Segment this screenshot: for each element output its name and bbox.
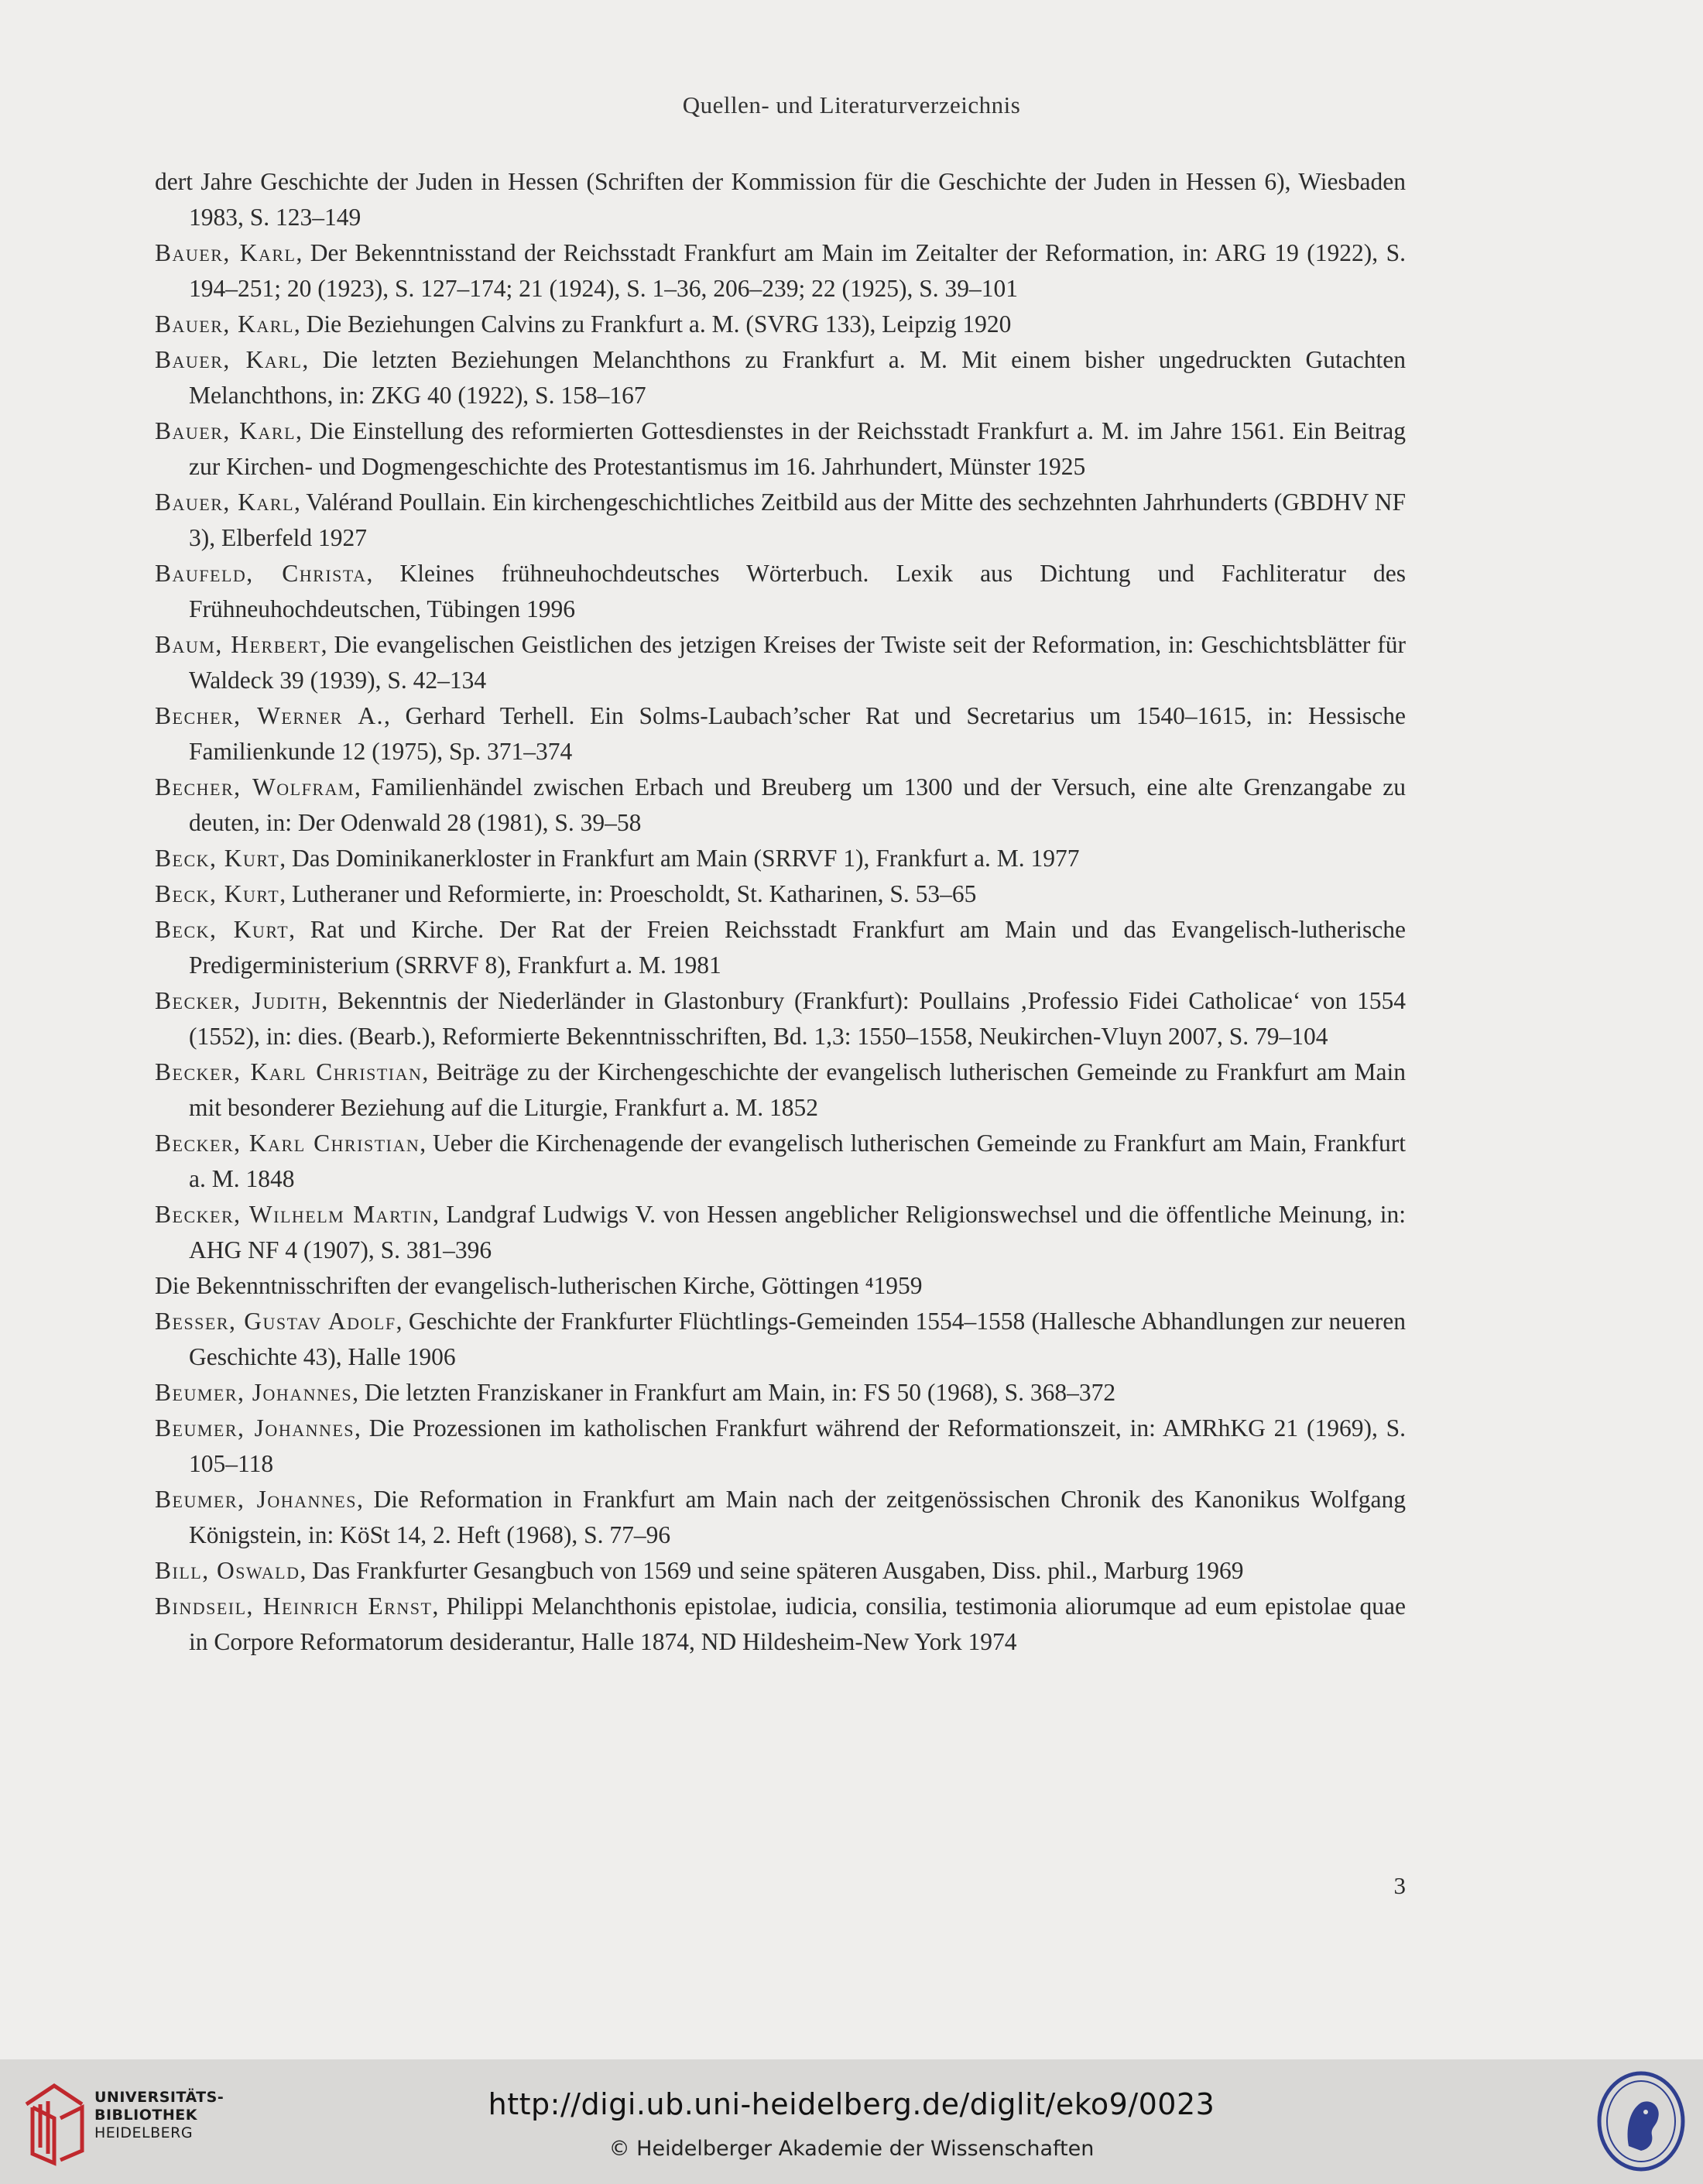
entry-text: , Kleines frühneuhochdeutsches Wörterbuch. Lexik aus Dichtung und Fachliteratur des Frühneuhochdeutschen, Tübingen 1996 — [189, 560, 1407, 622]
bibliography-entry — [155, 307, 1406, 342]
entry-text: , Landgraf Ludwigs V. von Hessen angeblicher Religionswechsel und die öffentliche Meinung, in: AHG NF 4 (1907), S. 381–396 — [189, 1201, 1406, 1263]
entry-text: , Ueber die Kirchenagende der evangelisch lutherischen Gemeinde zu Frankfurt am Main, Frankfurt a. M. 1848 — [189, 1130, 1406, 1192]
bibliography-entry — [155, 698, 1406, 770]
entry-text: , Der Bekenntnisstand der Reichsstadt Frankfurt am Main im Zeitalter der Reformation, in: ARG 19 (1922), S. 194–251; 20 (1923), S. 127–174; 21 (1924), S. 1–36, 206–239; 22 (1925), S. 39–101 — [189, 239, 1406, 302]
entry-author: Baufeld, Christa — [155, 560, 367, 587]
bibliography-entry — [155, 485, 1406, 556]
bibliography-entry — [155, 1268, 1406, 1304]
entry-author: Beumer, Johannes — [155, 1414, 355, 1442]
running-head: Quellen- und Literaturverzeichnis — [682, 91, 1021, 118]
copyright-notice: © Heidelberger Akademie der Wissenschaften — [608, 2137, 1095, 2161]
bibliography-entry — [155, 912, 1406, 983]
entry-author: Bauer, Karl — [155, 239, 296, 266]
entry-author: Beumer, Johannes — [155, 1379, 353, 1406]
entry-author: Baum, Herbert — [155, 631, 321, 658]
entry-text: , Die evangelischen Geistlichen des jetzigen Kreises der Twiste seit der Reformation, in: Geschichtsblätter für Waldeck 39 (1939), S. 42–134 — [189, 631, 1406, 694]
entry-text: , Gerhard Terhell. Ein Solms-Laubach’scher Rat und Secretarius um 1540–1615, in: Hessische Familienkunde 12 (1975), Sp. 371–374 — [189, 702, 1406, 765]
bibliography-entry — [155, 556, 1406, 627]
bibliography-entry — [155, 1589, 1406, 1660]
bibliography-entry — [155, 1375, 1406, 1411]
entry-author: Becker, Judith — [155, 987, 322, 1014]
entry-author: Besser, Gustav Adolf — [155, 1308, 396, 1335]
entry-text: , Die Beziehungen Calvins zu Frankfurt a. M. (SVRG 133), Leipzig 1920 — [293, 310, 1012, 338]
entry-author: Bauer, Karl — [155, 310, 294, 338]
entry-text: , Rat und Kirche. Der Rat der Freien Reichsstadt Frankfurt am Main und das Evangelisch-lutherische Predigerministerium (SRRVF 8), Frankfurt a. M. 1981 — [189, 916, 1406, 979]
entry-text: , Die Einstellung des reformierten Gottesdienstes in der Reichsstadt Frankfurt a. M. im Jahre 1561. Ein Beitrag zur Kirchen- und Dogmengeschichte des Protestantismus im 16. Jahrhundert, Münster 1925 — [189, 417, 1406, 480]
page-number: 3 — [1393, 1872, 1406, 1899]
entry-text: , Die Reformation in Frankfurt am Main nach der zeitgenössischen Chronik des Kanonikus Wolfgang Königstein, in: KöSt 14, 2. Heft (1968), S. 77–96 — [189, 1486, 1406, 1548]
bibliography-entry — [155, 1054, 1406, 1126]
bibliography-entry — [155, 235, 1406, 307]
bibliography-entry — [155, 1411, 1406, 1482]
entry-text: , Bekenntnis der Niederländer in Glastonbury (Frankfurt): Poullains ‚Professio Fidei Catholicae‘ von 1554 (1552), in: dies. (Bearb.), Reformierte Bekenntnisschriften, Bd. 1,3: 1550–1558, Neukirchen-Vluyn 2007, S. 79–104 — [189, 987, 1406, 1050]
bibliography-entry — [155, 1304, 1406, 1375]
entry-text: Die Bekenntnisschriften der evangelisch-lutherischen Kirche, Göttingen ⁴1959 — [155, 1272, 923, 1299]
entry-author: Becker, Karl Christian — [155, 1130, 420, 1157]
entry-text: , Geschichte der Frankfurter Flüchtlings-Gemeinden 1554–1558 (Hallesche Abhandlungen zur neueren Geschichte 43), Halle 1906 — [189, 1308, 1407, 1370]
entry-text: , Familienhändel zwischen Erbach und Breuberg um 1300 und der Versuch, eine alte Grenzangabe zu deuten, in: Der Odenwald 28 (1981), S. 39–58 — [189, 773, 1406, 836]
bibliography-entry — [155, 983, 1406, 1054]
entry-author: Becher, Werner A. — [155, 702, 384, 729]
bibliography-entry — [155, 1197, 1406, 1268]
entry-text: , Beiträge zu der Kirchengeschichte der evangelisch lutherischen Gemeinde zu Frankfurt am Main mit besonderer Beziehung auf die Liturgie, Frankfurt a. M. 1852 — [189, 1058, 1406, 1121]
entry-text: , Valérand Poullain. Ein kirchengeschichtliches Zeitbild aus der Mitte des sechzehnten Jahrhunderts (GBDHV NF 3), Elberfeld 1927 — [189, 489, 1406, 551]
library-name-line3: HEIDELBERG — [94, 2124, 194, 2141]
entry-author: Bauer, Karl — [155, 417, 296, 444]
university-seal-icon[interactable] — [1595, 2069, 1688, 2174]
entry-author: Becker, Wilhelm Martin — [155, 1201, 433, 1228]
entry-text: dert Jahre Geschichte der Juden in Hessen (Schriften der Kommission für die Geschichte der Juden in Hessen 6), Wiesbaden 1983, S. 123–149 — [155, 168, 1406, 231]
bibliography-entry — [155, 841, 1406, 876]
entry-author: Becker, Karl Christian — [155, 1058, 423, 1085]
entry-author: Beck, Kurt — [155, 916, 290, 943]
bibliography-entry — [155, 342, 1406, 413]
entry-author: Bauer, Karl — [155, 346, 303, 373]
bibliography-entry — [155, 413, 1406, 485]
entry-author: Bill, Oswald — [155, 1557, 300, 1584]
bibliography-entry — [155, 1482, 1406, 1553]
bibliography-list — [155, 164, 1406, 1660]
bibliography-entry — [155, 1553, 1406, 1589]
entry-text: , Die letzten Franziskaner in Frankfurt am Main, in: FS 50 (1968), S. 368–372 — [352, 1379, 1116, 1406]
library-name-line2: BIBLIOTHEK — [94, 2107, 197, 2124]
entry-text: , Lutheraner und Reformierte, in: Proescholdt, St. Katharinen, S. 53–65 — [279, 880, 977, 907]
entry-text: , Das Frankfurter Gesangbuch von 1569 und seine späteren Ausgaben, Diss. phil., Marburg 1969 — [300, 1557, 1244, 1584]
permalink-url[interactable]: http://digi.ub.uni-heidelberg.de/diglit/eko9/0023 — [488, 2087, 1215, 2121]
entry-author: Beck, Kurt — [155, 880, 280, 907]
entry-author: Beck, Kurt — [155, 845, 280, 872]
entry-text: , Die Prozessionen im katholischen Frankfurt während der Reformationszeit, in: AMRhKG 21 (1969), S. 105–118 — [189, 1414, 1406, 1477]
viewer-footer — [0, 2059, 1703, 2184]
bibliography-entry — [155, 627, 1406, 698]
entry-text: , Das Dominikanerkloster in Frankfurt am Main (SRRVF 1), Frankfurt a. M. 1977 — [279, 845, 1080, 872]
entry-author: Beumer, Johannes — [155, 1486, 357, 1513]
bibliography-entry — [155, 770, 1406, 841]
entry-author: Bauer, Karl — [155, 489, 295, 516]
bibliography-entry — [155, 876, 1406, 912]
entry-text: , Philippi Melanchthonis epistolae, iudicia, consilia, testimonia aliorumque ad eum epistolae quae in Corpore Reformatorum desiderantur, Halle 1874, ND Hildesheim-New York 1974 — [189, 1593, 1406, 1655]
entry-text: , Die letzten Beziehungen Melanchthons zu Frankfurt a. M. Mit einem bisher ungedruckten Gutachten Melanchthons, in: ZKG 40 (1922), S. 158–167 — [189, 346, 1406, 409]
bibliography-entry — [155, 1126, 1406, 1197]
entry-author: Becher, Wolfram — [155, 773, 355, 801]
bibliography-entry — [155, 164, 1406, 235]
entry-author: Bindseil, Heinrich Ernst — [155, 1593, 433, 1620]
library-name-line1: UNIVERSITÄTS- — [94, 2089, 224, 2106]
